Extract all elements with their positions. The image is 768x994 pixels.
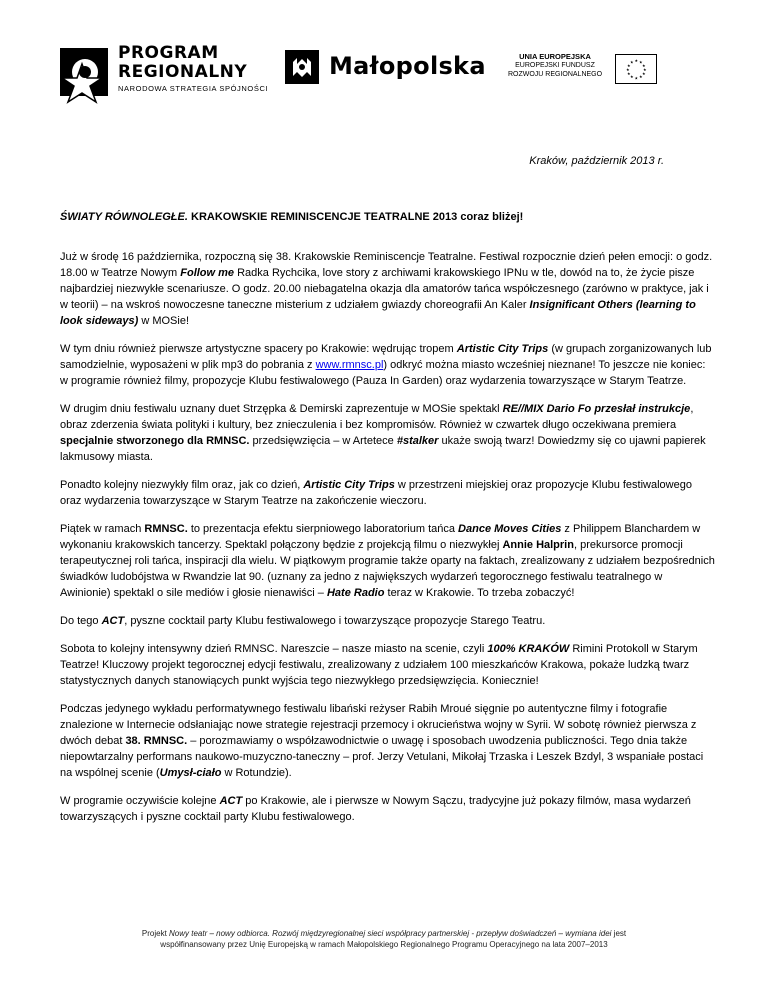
p9-act: ACT bbox=[219, 795, 243, 807]
rmnsc-link[interactable]: www.rmnsc.pl bbox=[315, 359, 384, 371]
svg-text:★: ★ bbox=[642, 71, 646, 76]
p1-text-c: Radka Rychcika, love story z archiwami krakowskiego IPNu w tle, dowód na to, że życie pisze najbardziej niezwykłe scenariusze. O godz. 20.00 niebagatelna okazja dla amatorów tańca współczesnego (zarówno w praktyce, jak i w teorii) – na wskroś nowoczesne taneczne misterium z udziałem gwiazdy choreografii An Kaler bbox=[60, 267, 709, 311]
paragraph-9 bbox=[60, 793, 715, 825]
p1-text-a: Już w środę 16 października, rozpoczną się 38. Krakowskie Reminiscencje Teatralne. Festiwal rozpocznie dzień pełen emocji: o godz. 18.00 w Teatrze Nowym bbox=[60, 251, 713, 279]
eu-line2: EUROPEJSKI FUNDUSZ bbox=[515, 62, 595, 69]
p5-rmnsc: RMNSC. bbox=[144, 523, 188, 535]
footer-line1-a: Projekt bbox=[141, 929, 170, 938]
p1-insignificant-others: Insignificant Others (learning to look sideways) bbox=[60, 299, 696, 327]
p8-text-a: Podczas jedynego wykładu performatywnego festiwalu libański reżyser Rabih Mroué sięgnie po autentyczne filmy i fotografie znalezione w Internecie odsłaniając nowe strategie rejestracji przemocy i okrucieństwa wojny w Syrii. W sobotę również pierwsza z dwóch debat bbox=[60, 703, 697, 747]
malopolska-logo bbox=[285, 50, 485, 84]
program-subtitle: NARODOWA STRATEGIA SPÓJNOŚCI bbox=[118, 84, 269, 93]
document-title bbox=[60, 209, 715, 225]
malopolska-emblem-icon bbox=[285, 50, 319, 84]
p5-annie-halprin: Annie Halprin bbox=[502, 539, 574, 551]
p9-text-a: W programie oczywiście kolejne bbox=[60, 795, 220, 807]
p2-text-c: (w grupach zorganizowanych lub samodzielnie, wyposażeni w plik mp3 do pobrania z bbox=[60, 343, 712, 371]
eu-logo bbox=[500, 52, 660, 92]
svg-text:★: ★ bbox=[642, 63, 646, 68]
p2-text-a: W tym dniu również pierwsze artystyczne spacery po Krakowie: wędrując tropem bbox=[60, 343, 457, 355]
p8-38-rmnsc: 38. RMNSC. bbox=[125, 735, 188, 747]
p4-artistic-city-trips: Artistic City Trips bbox=[303, 479, 395, 491]
title-italic: ŚWIATY RÓWNOLEGŁE. bbox=[60, 211, 188, 223]
p2-text-d: ) odkryć można miasto wcześniej nieznane! To jeszcze nie koniec: w programie również filmy, propozycje Klubu festiwalowego (Pauza In Garden) oraz wydarzenia towarzyszące w Starym Teatrze. bbox=[60, 359, 706, 387]
program-regionalny-logo bbox=[60, 38, 280, 108]
paragraph-6 bbox=[60, 613, 715, 629]
p3-text-c: , obraz zderzenia świata polityki i kultury, bez znieczulenia i bez kompromisów. Również w czwartek długo oczekiwana premiera bbox=[60, 403, 694, 431]
header-logos bbox=[0, 0, 768, 120]
p5-hate-radio: Hate Radio bbox=[326, 587, 385, 599]
p3-text-e: przedsięwzięcia – w Artetece bbox=[249, 435, 397, 447]
p3-specjalnie: specjalnie stworzonego dla RMNSC. bbox=[60, 435, 250, 447]
p4-text-c: w przestrzeni miejskiej oraz propozycje Klubu festiwalowego oraz wydarzenia towarzyszące w Starym Teatrze na zakończenie wieczoru. bbox=[60, 479, 692, 507]
svg-text:★: ★ bbox=[626, 67, 630, 72]
svg-text:★: ★ bbox=[627, 71, 631, 76]
svg-text:★: ★ bbox=[627, 63, 631, 68]
p1-follow-me: Follow me bbox=[180, 267, 235, 279]
p5-text-i: teraz w Krakowie. To trzeba zobaczyć! bbox=[384, 587, 575, 599]
paragraph-7 bbox=[60, 641, 715, 689]
paragraph-8 bbox=[60, 701, 715, 781]
p5-text-a: Piątek w ramach bbox=[60, 523, 145, 535]
p3-remix-dario-fo: RE//MIX Dario Fo przesłał instrukcje bbox=[502, 403, 691, 415]
p2-artistic-city-trips: Artistic City Trips bbox=[456, 343, 549, 355]
paragraph-2 bbox=[60, 341, 715, 389]
p8-text-e: w Rotundzie). bbox=[221, 767, 292, 779]
p7-text-c: Rimini Protokoll w Starym Teatrze! Kluczowy projekt tegorocznej edycji festiwalu, zrealizowany z udziałem 100 mieszkańców Krakowa, pokaże ludzką twarz statystycznych danych stanowiących punkt wyjścia tego niezwykłego przedsięwzięcia. Koniecznie! bbox=[60, 643, 698, 687]
p9-text-c: po Krakowie, ale i pierwsze w Nowym Sączu, tradycyjne już pokazy filmów, masa wydarzeń towarzyszących i pyszne cocktail party Klubu festiwalowego. bbox=[60, 795, 691, 823]
p8-text-c: – porozmawiamy o współzawodnictwie o uwagę i sposobach uwodzenia publiczności. Tego dnia także niepowtarzalny performans naukowo-muzyczno-taneczny – prof. Jerzy Vetulani, Mikołaj Trzaska i Leszek Bzdyl, 3 wspaniałe postaci na wspólnej scenie ( bbox=[60, 735, 704, 779]
footer-line2: współfinansowany przez Unię Europejską w ramach Małopolskiego Regionalnego Programu Operacyjnego na lata 2007–2013 bbox=[160, 940, 608, 949]
p3-text-a: W drugim dniu festiwalu uznany duet Strzępka & Demirski zaprezentuje w MOSie spektakl bbox=[60, 403, 503, 415]
p4-text-a: Ponadto kolejny niezwykły film oraz, jak co dzień, bbox=[60, 479, 304, 491]
program-line2: REGIONALNY bbox=[118, 62, 248, 82]
program-line1: PROGRAM bbox=[118, 43, 219, 63]
title-rest: KRAKOWSKIE REMINISCENCJE TEATRALNE 2013 coraz bliżej! bbox=[187, 211, 524, 223]
paragraph-5 bbox=[60, 521, 715, 601]
svg-text:★: ★ bbox=[639, 74, 643, 79]
svg-text:★: ★ bbox=[639, 59, 643, 65]
document-date: Kraków, październik 2013 r. bbox=[529, 155, 664, 167]
document-footer bbox=[0, 928, 768, 950]
p6-text-c: , pyszne cocktail party Klubu festiwalowego i towarzyszące propozycje Starego Teatru. bbox=[124, 615, 546, 627]
eu-title: UNIA EUROPEJSKA bbox=[519, 52, 591, 61]
p8-umysl-cialo: Umysł-ciało bbox=[159, 767, 222, 779]
svg-text:★: ★ bbox=[634, 75, 639, 81]
p5-text-g: , prekursorce promocji terapeutycznej roli tańca, inspiracji dla wielu. W piątkowym programie także oparty na faktach, zrealizowany z udziałem bezpośrednich świadków ludobójstwa w Rwandzie lat 90. (uznany za jedno z największych wydarzeń tegorocznego festiwalu teatralnego w Awinionie) spektakl o sile mediów i głosie nienawiści – bbox=[60, 539, 715, 599]
footer-project-name: Nowy teatr – nowy odbiorca. Rozwój międzyregionalnej sieci współpracy partnerskiej - przepływ doświadczeń – wymiana idei bbox=[169, 929, 612, 938]
p3-text-g: ukaże swoją twarz! Dowiedzmy się co ujawni papierek lakmusowy miasta. bbox=[60, 435, 706, 463]
paragraph-3 bbox=[60, 401, 715, 465]
eu-line3: ROZWOJU REGIONALNEGO bbox=[507, 71, 603, 78]
program-regionalny-emblem-icon bbox=[60, 38, 114, 104]
p7-text-a: Sobota to kolejny intensywny dzień RMNSC. Nareszcie – nasze miasto na scenie, czyli bbox=[60, 643, 488, 655]
p3-stalker: #stalker bbox=[396, 435, 439, 447]
svg-text:★: ★ bbox=[643, 67, 647, 72]
paragraph-4 bbox=[60, 477, 715, 509]
svg-text:★: ★ bbox=[630, 59, 634, 65]
footer-line1-c: jest bbox=[611, 929, 627, 938]
p5-text-c: to prezentacja efektu sierpniowego laboratorium tańca bbox=[187, 523, 459, 535]
p5-text-e: z Philippem Blanchardem w wykonaniu krakowskich tancerzy. Spektakl połączony będzie z projekcją filmu o niezwykłej bbox=[60, 523, 701, 551]
svg-text:★: ★ bbox=[630, 74, 634, 79]
p5-dance-moves-cities: Dance Moves Cities bbox=[458, 523, 562, 535]
malopolska-wordmark: Małopolska bbox=[329, 52, 486, 80]
p7-100-krakow: 100% KRAKÓW bbox=[487, 643, 570, 655]
document-body bbox=[60, 209, 715, 837]
p6-text-a: Do tego bbox=[60, 615, 102, 627]
paragraph-1 bbox=[60, 249, 715, 329]
p6-act: ACT bbox=[101, 615, 125, 627]
footer-line1 bbox=[0, 928, 768, 939]
p1-text-e: w MOSie! bbox=[138, 315, 189, 327]
eu-flag-icon bbox=[615, 54, 657, 84]
svg-text:★: ★ bbox=[634, 58, 639, 63]
